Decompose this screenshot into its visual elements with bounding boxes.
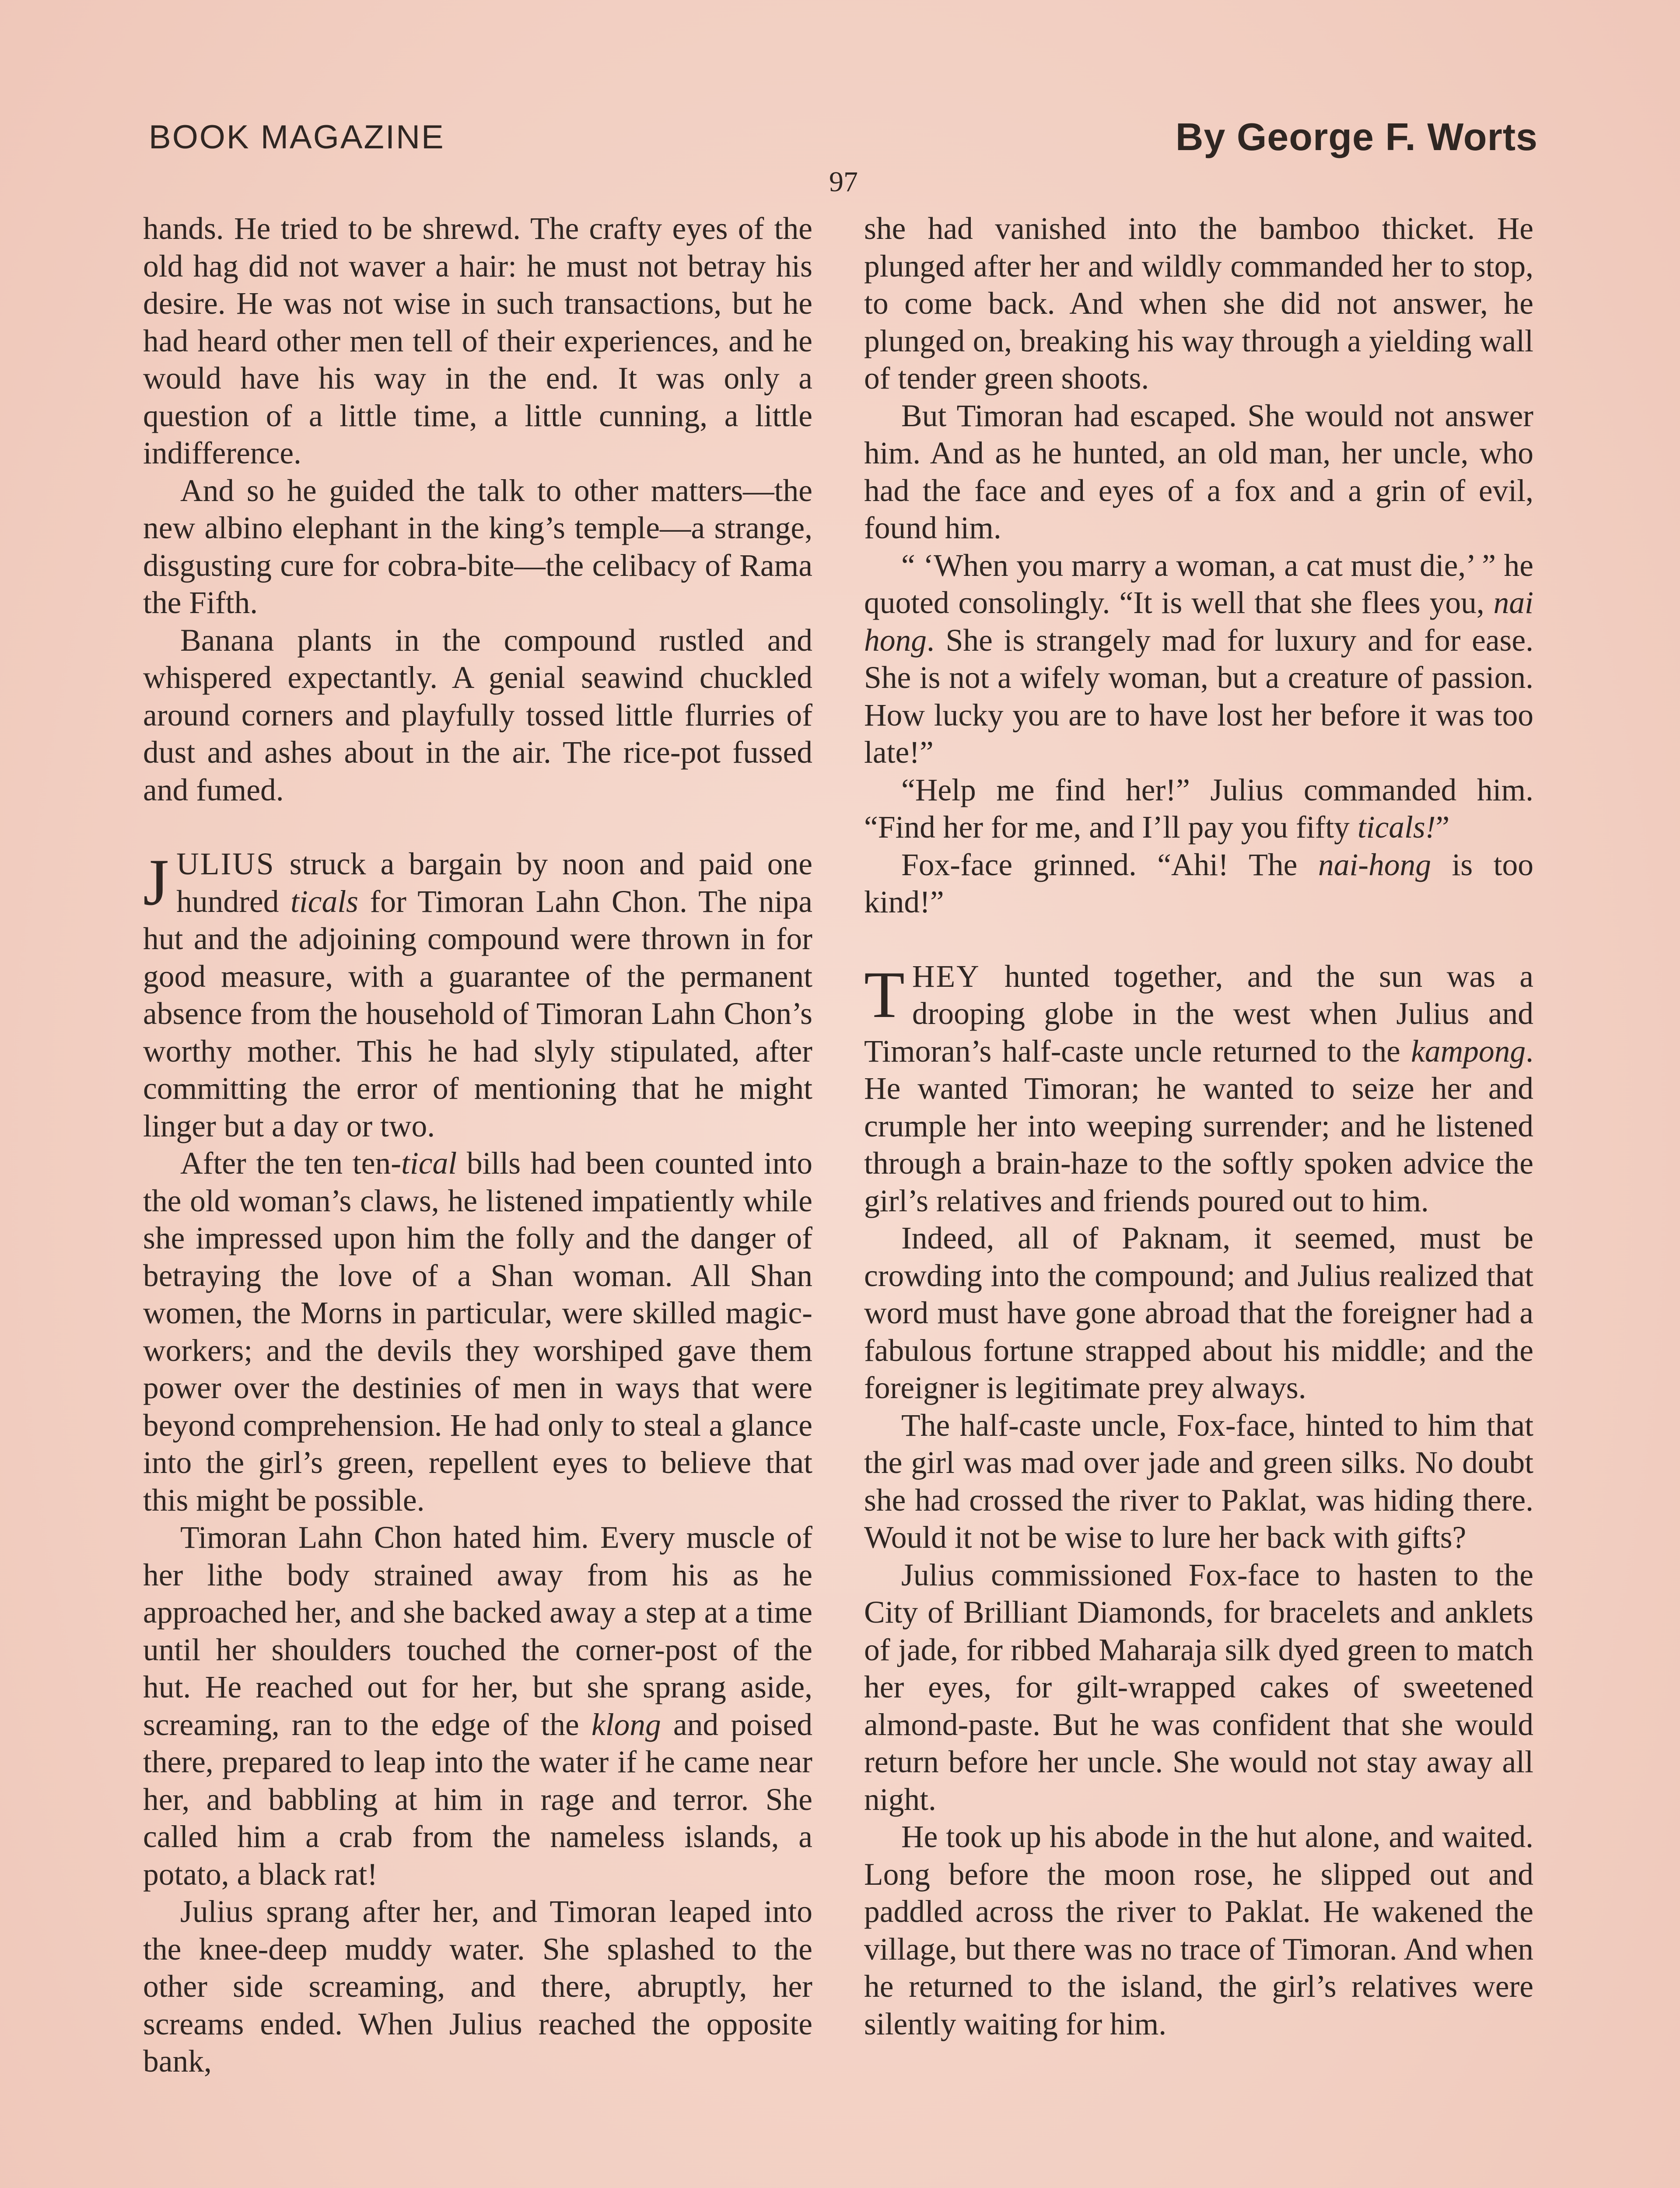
paragraph bbox=[864, 547, 1533, 771]
section-opening-paragraph bbox=[143, 845, 812, 1145]
text-run: hunted together, and the sun was a drooping globe in the west when Julius and Timoran’s half-caste uncle returned to the bbox=[864, 959, 1533, 1069]
text-run: bills had been counted into the old woman’s claws, he listened impatiently while she impressed upon him the folly and the danger of betraying the love of a Shan woman. All Shan women, the Morns in particular, were skilled magic-workers; and the devils they worshiped gave them power over the destinies of men in ways that were beyond comprehension. He had only to steal a glance into the girl’s green, repellent eyes to believe that this might be possible. bbox=[143, 1146, 812, 1518]
paragraph bbox=[143, 1145, 812, 1519]
author-byline: By George F. Worts bbox=[1175, 115, 1538, 158]
text-run: and poised there, prepared to leap into the water if he came near her, and babbling at him in rage and terror. She called him a crab from the nameless islands, a potato, a black rat! bbox=[143, 1707, 812, 1892]
text-run: Fox-face grinned. “Ahi! The bbox=[901, 847, 1318, 882]
paragraph: The half-caste uncle, Fox-face, hinted to him that the girl was mad over jade and green silks. No doubt she had crossed the river to Paklat, was hiding there. Would it not be wise to lure her back with gifts? bbox=[864, 1408, 1533, 1555]
publication-title: BOOK MAGAZINE bbox=[149, 119, 445, 156]
italic-text: ticals bbox=[290, 884, 358, 919]
italic-text: kampong bbox=[1411, 1034, 1526, 1069]
text-run: “ ‘When you marry a woman, a cat must die,’ ” he quoted consolingly. “It is well that she flees you, bbox=[864, 548, 1533, 620]
paragraph: Indeed, all of Paknam, it seemed, must be crowding into the compound; and Julius realized that word must have gone abroad that the foreigner had a fabulous fortune strapped about his middle; and the foreigner is legitimate prey always. bbox=[864, 1221, 1533, 1405]
text-run: “Help me find her!” Julius commanded him. “Find her for me, and I’ll pay you fifty bbox=[864, 772, 1533, 845]
paragraph: And so he guided the talk to other matters—the new albino elephant in the king’s temple—a strange, disgusting cure for cobra-bite—the celibacy of Rama the Fifth. bbox=[143, 473, 812, 620]
drop-cap-word: JULIUS bbox=[143, 845, 275, 919]
italic-text: nai hong bbox=[864, 586, 1533, 658]
text-run: . He wanted Timoran; he wanted to seize her and crumple her into weeping surrender; and he listened through a brain-haze to the softly spoken advice the girl’s relatives and friends poured out to him. bbox=[864, 1034, 1533, 1218]
italic-text: tical bbox=[401, 1146, 457, 1181]
section-opening-paragraph bbox=[864, 958, 1533, 1220]
right-column bbox=[864, 210, 1533, 2188]
paragraph: Banana plants in the compound rustled and whispered expectantly. A genial seawind chuckled around corners and playfully tossed little flurries of dust and ashes about in the air. The rice-pot fussed and fumed. bbox=[143, 623, 812, 807]
paragraph bbox=[143, 1519, 812, 1893]
left-column bbox=[143, 210, 812, 2188]
page-number: 97 bbox=[829, 166, 858, 198]
paragraph bbox=[864, 846, 1533, 921]
paragraph: He took up his abode in the hut alone, and waited. Long before the moon rose, he slipped out and paddled across the river to Paklat. He wakened the village, but there was no trace of Timoran. And when he returned to the island, the girl’s relatives were silently waiting for him. bbox=[864, 1820, 1533, 2041]
paragraph: Julius commissioned Fox-face to hasten to the City of Brilliant Diamonds, for bracelets and anklets of jade, for ribbed Maharaja silk dyed green to match her eyes, for gilt-wrapped cakes of sweetened almond-paste. But he was confident that she would return before her uncle. She would not stay away all night. bbox=[864, 1557, 1533, 1817]
paragraph bbox=[864, 771, 1533, 846]
italic-text: ticals! bbox=[1357, 810, 1436, 845]
text-run: for Timoran Lahn Chon. The nipa hut and the adjoining compound were thrown in for good measure, with a guarantee of the permanent absence from the household of Timoran Lahn Chon’s worthy mother. This he had slyly stipulated, after committing the error of mentioning that he might linger but a day or two. bbox=[143, 884, 812, 1143]
text-run: struck a bargain by noon and paid one hundred bbox=[176, 847, 812, 919]
paragraph: Julius sprang after her, and Timoran leaped into the knee-deep muddy water. She splashed to the other side screaming, and there, abruptly, her screams ended. When Julius reached the opposite bank, bbox=[143, 1894, 812, 2079]
italic-text: klong bbox=[591, 1707, 661, 1742]
paragraph: she had vanished into the bamboo thicket. He plunged after her and wildly commanded her to stop, to come back. And when she did not answer, he plunged on, breaking his way through a yielding wall of tender green shoots. bbox=[864, 211, 1533, 396]
paragraph: hands. He tried to be shrewd. The crafty eyes of the old hag did not waver a hair: he must not betray his desire. He was not wise in such transactions, but he had heard other men tell of their experiences, and he would have his way in the end. It was only a question of a little time, a little cunning, a little indifference. bbox=[143, 211, 812, 470]
text-run: . She is strangely mad for luxury and for ease. She is not a wifely woman, but a creature of passion. How lucky you are to have lost her before it was too late!” bbox=[864, 623, 1533, 770]
paragraph: But Timoran had escaped. She would not answer him. And as he hunted, an old man, her uncle, who had the face and eyes of a fox and a grin of evil, found him. bbox=[864, 398, 1533, 545]
text-run: is too kind!” bbox=[864, 847, 1533, 919]
text-run: After the ten ten- bbox=[180, 1146, 402, 1181]
text-run: Timoran Lahn Chon hated him. Every muscle of her lithe body strained away from his as he approached her, and she backed away a step at a time until her shoulders touched the corner-post of the hut. He reached out for her, but she sprang aside, screaming, ran to the edge of the bbox=[143, 1520, 812, 1742]
running-header bbox=[0, 115, 1680, 171]
drop-cap-word: THEY bbox=[864, 957, 980, 1031]
italic-text: nai-hong bbox=[1318, 847, 1432, 882]
text-run: ” bbox=[1435, 810, 1450, 845]
